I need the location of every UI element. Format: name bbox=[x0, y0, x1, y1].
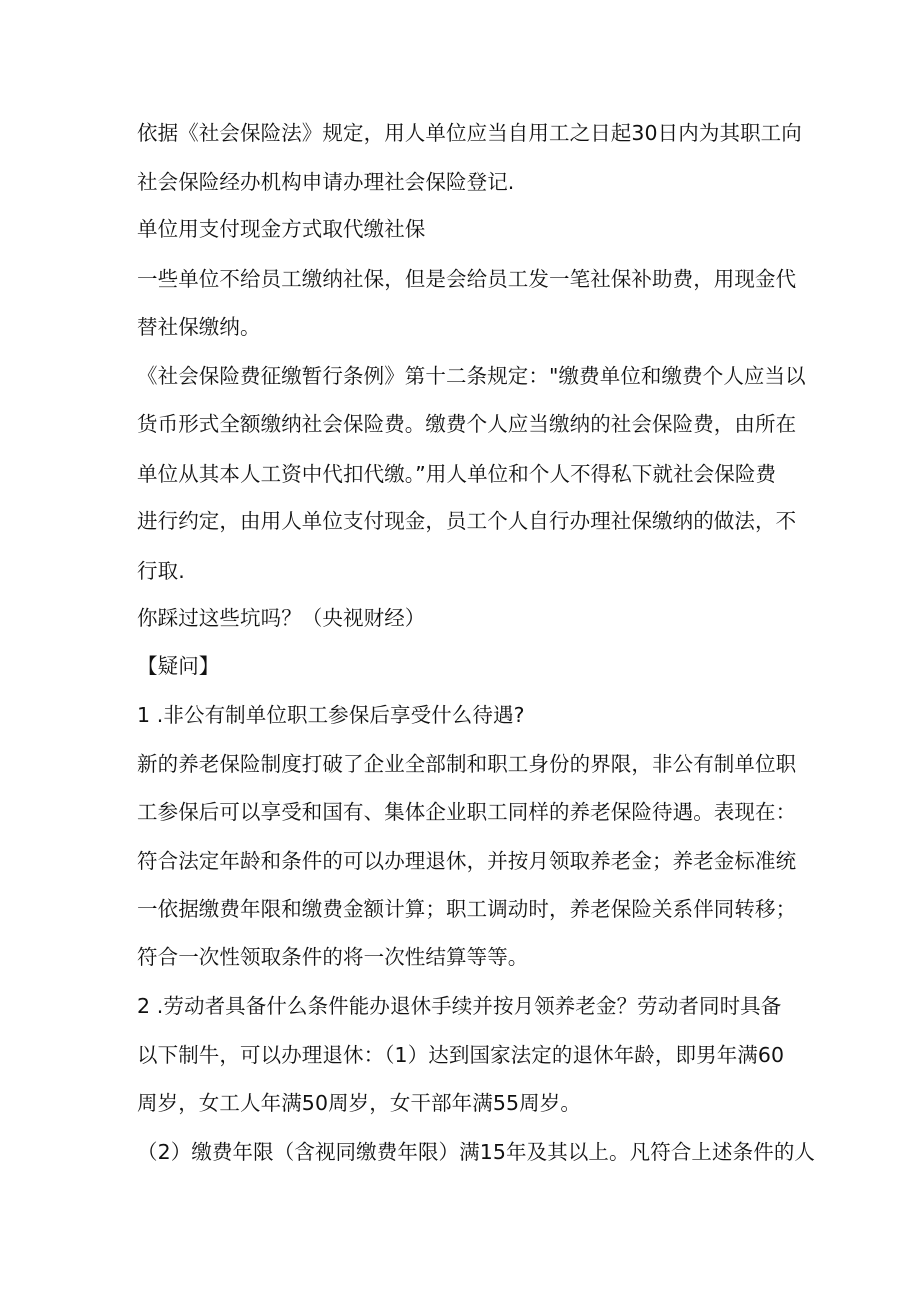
text-line-21: 周岁，女工人年满50周岁，女干部年满55周岁。 bbox=[137, 1091, 581, 1115]
text-line-1: 依据《社会保险法》规定，用人单位应当自用工之日起30日内为其职工向 bbox=[137, 121, 802, 145]
text-line-22: （2）缴费年限（含视同缴费年限）满15年及其以上。凡符合上述条件的人 bbox=[137, 1140, 816, 1164]
text-line-5: 替社保缴纳。 bbox=[137, 315, 261, 339]
section-heading-cash-instead-of-insurance: 单位用支付现金方式取代缴社保 bbox=[137, 217, 426, 241]
text-line-18: 符合一次性领取条件的将一次性结算等等。 bbox=[137, 945, 529, 969]
question-2: 2 .劳动者具备什么条件能办退休手续并按月领养老金？劳动者同时具备 bbox=[137, 994, 782, 1018]
text-line-8: 单位从其本人工资中代扣代缴。”用人单位和个人不得私下就社会保险费 bbox=[137, 462, 777, 486]
text-line-10: 行取. bbox=[137, 559, 185, 583]
section-heading-questions: 【疑问】 bbox=[137, 654, 220, 678]
text-line-15: 工参保后可以享受和国有、集体企业职工同样的养老保险待遇。表现在： bbox=[137, 800, 797, 824]
text-line-9: 进行约定，由用人单位支付现金，员工个人自行办理社保缴纳的做法，不 bbox=[137, 509, 797, 533]
section-heading-pitfalls: 你踩过这些坑吗？（央视财经） bbox=[137, 606, 426, 630]
question-1: 1 .非公有制单位职工参保后享受什么待遇? bbox=[137, 703, 525, 727]
text-line-4: 一些单位不给员工缴纳社保，但是会给员工发一笔社保补助费，用现金代 bbox=[137, 267, 797, 291]
text-line-2: 社会保险经办机构申请办理社会保险登记. bbox=[137, 170, 515, 194]
text-line-14: 新的养老保险制度打破了企业全部制和职工身份的界限，非公有制单位职 bbox=[137, 752, 797, 776]
text-line-6: 《社会保险费征缴暂行条例》第十二条规定："缴费单位和缴费个人应当以 bbox=[137, 364, 806, 388]
text-line-17: 一依据缴费年限和缴费金额计算；职工调动时，养老保险关系伴同转移； bbox=[137, 897, 797, 921]
text-line-20: 以下制牛，可以办理退休：（1）达到国家法定的退休年龄，即男年满60 bbox=[137, 1043, 785, 1067]
text-line-7: 货币形式全额缴纳社会保险费。缴费个人应当缴纳的社会保险费，由所在 bbox=[137, 412, 797, 436]
text-line-16: 符合法定年龄和条件的可以办理退休，并按月领取养老金；养老金标准统 bbox=[137, 849, 797, 873]
